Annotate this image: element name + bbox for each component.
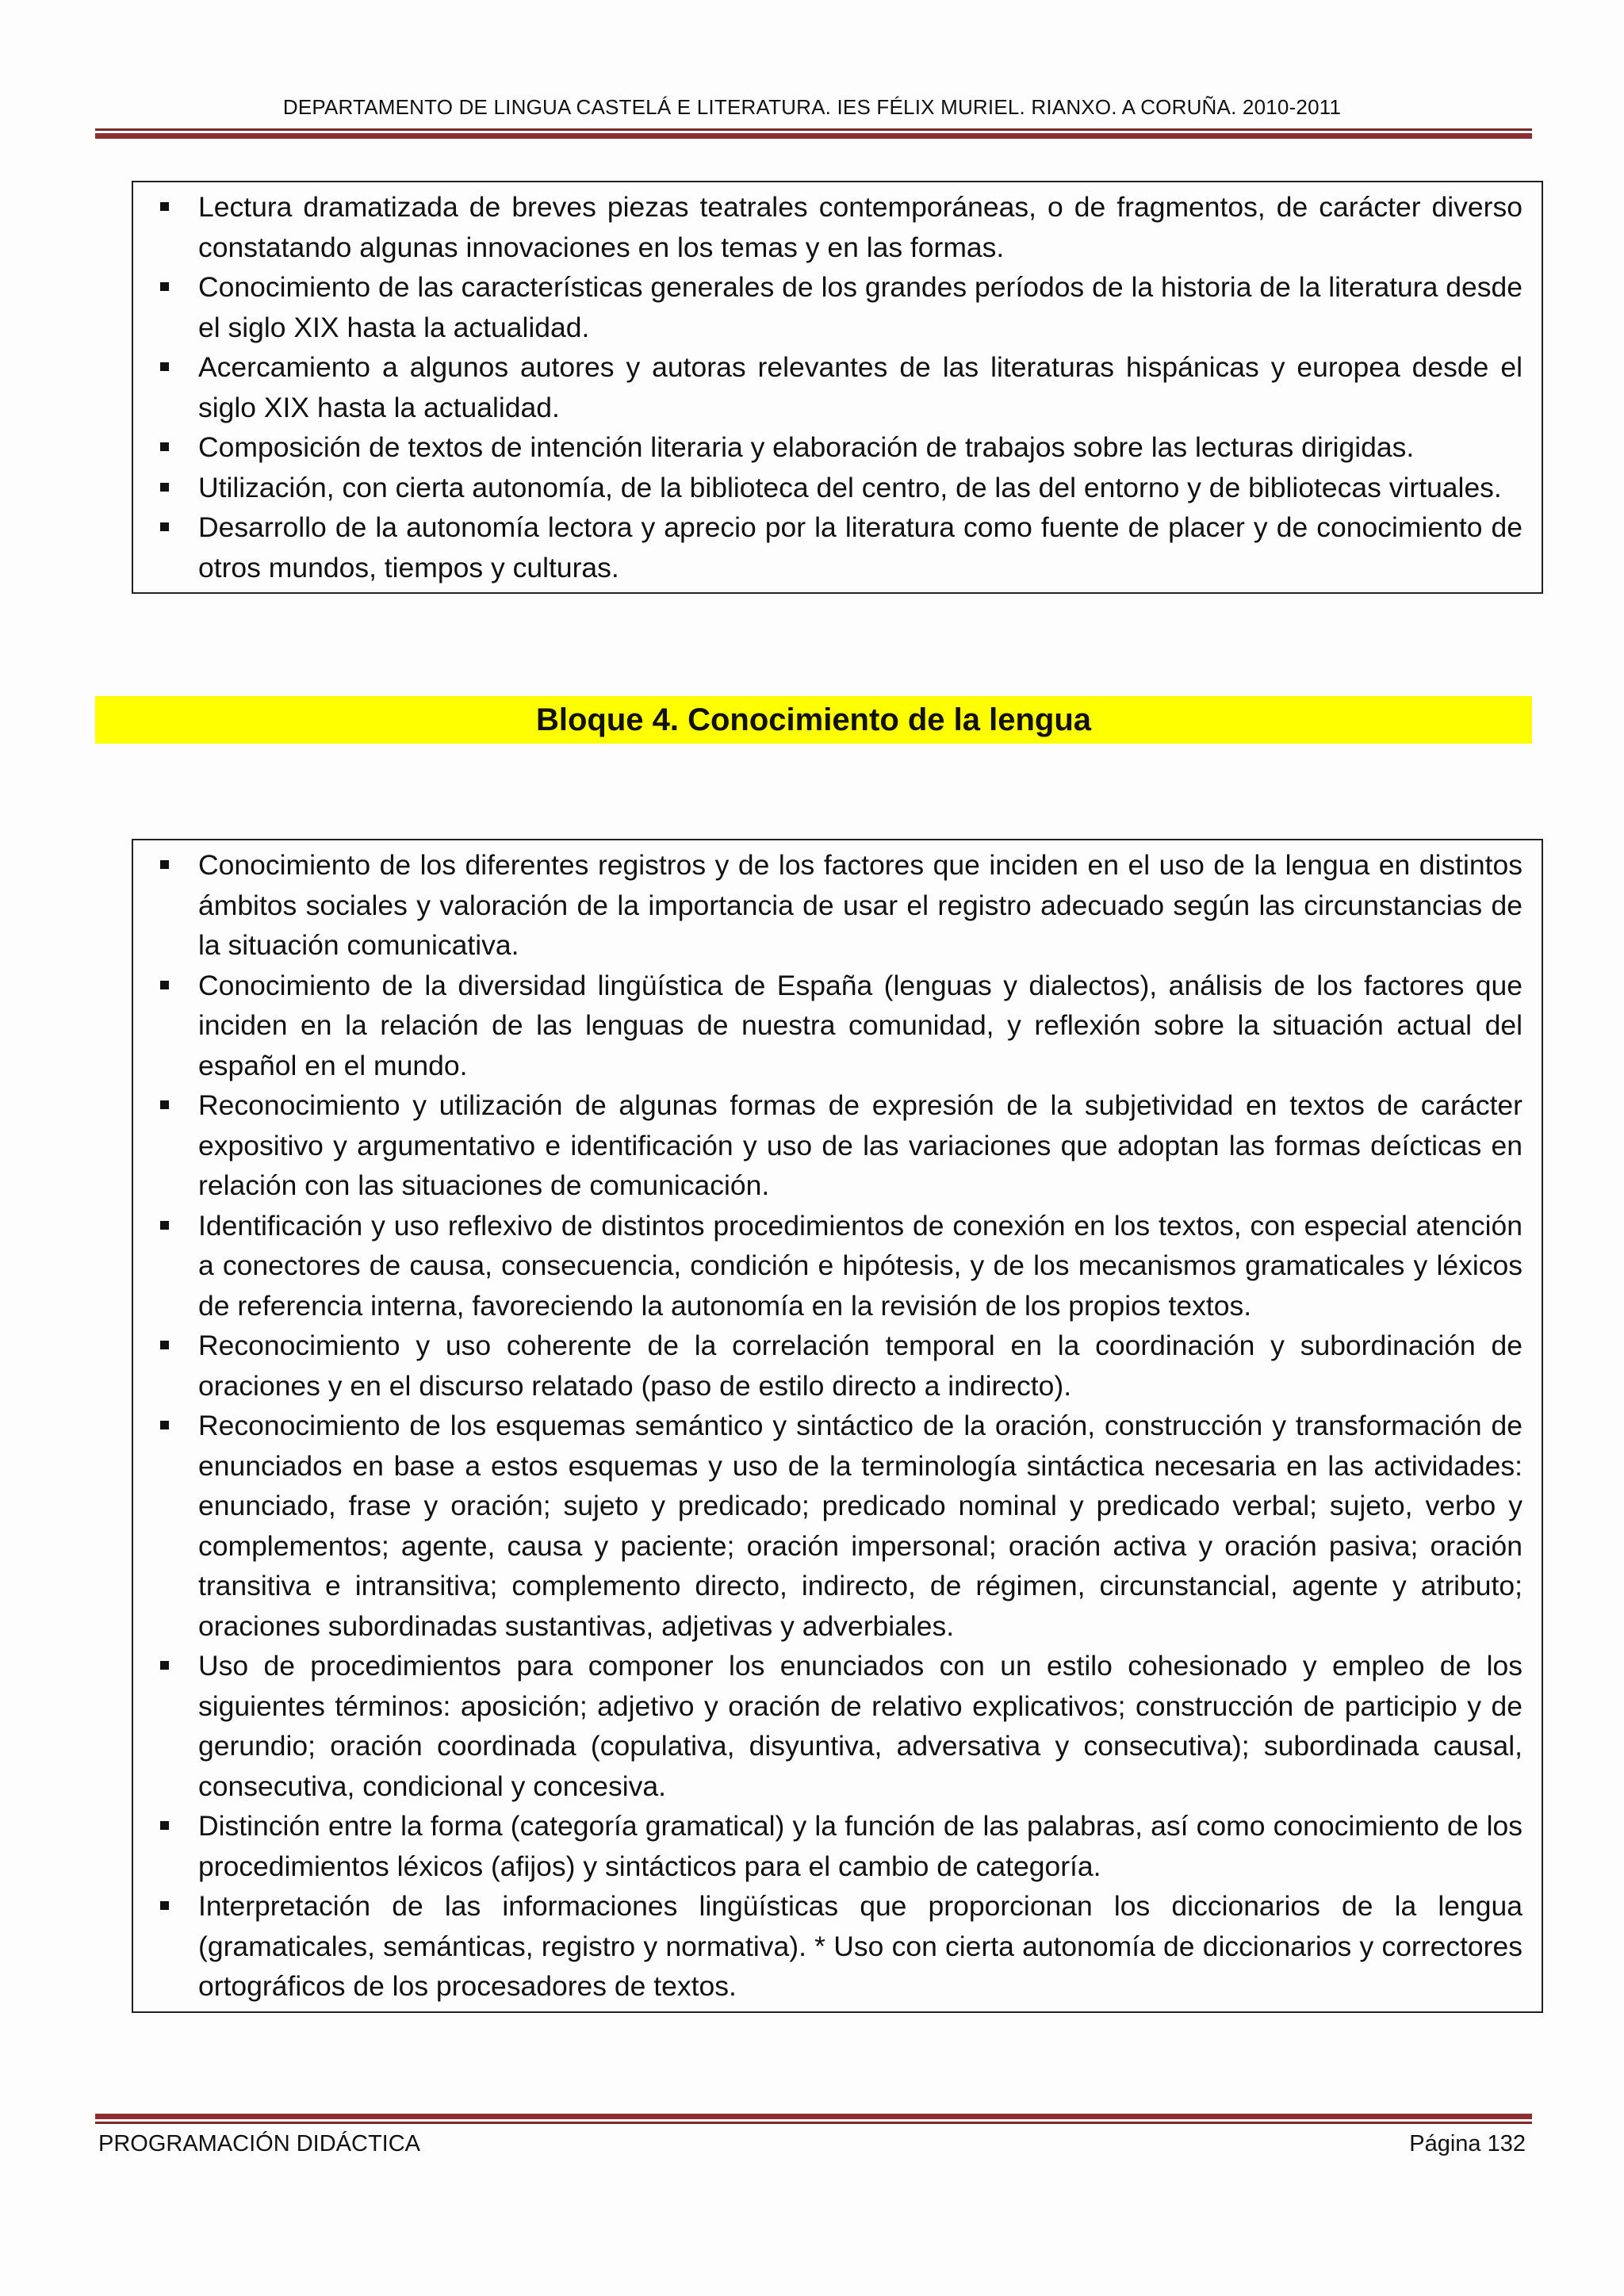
list-item: Reconocimiento y utilización de algunas formas de expresión de la subjetividad en textos de carácter expositivo y argumentativo e identificación y uso de las variaciones que adoptan las formas deícticas en relación con las situaciones de comunicación.: [149, 1085, 1522, 1206]
block-4-heading: Bloque 4. Conocimiento de la lengua: [95, 696, 1532, 744]
square-bullet-icon: [160, 202, 169, 211]
list-item: Uso de procedimientos para componer los enunciados con un estilo cohesionado y empleo de los siguientes términos: aposición; adjetivo y oración de relativo explicativos; construcción de participio y de gerundio; oración coordinada (copulativa, disyuntiva, adversativa y consecutiva); subordinada causal, consecutiva, condicional y concesiva.: [149, 1646, 1522, 1806]
square-bullet-icon: [160, 860, 169, 869]
list-item: Composición de textos de intención literaria y elaboración de trabajos sobre las lecturas dirigidas.: [149, 427, 1522, 468]
list-item: Distinción entre la forma (categoría gramatical) y la función de las palabras, así como conocimiento de los procedimientos léxicos (afijos) y sintácticos para el cambio de categoría.: [149, 1806, 1522, 1886]
header-divider: [95, 128, 1532, 139]
list-item: Reconocimiento y uso coherente de la correlación temporal en la coordinación y subordinación de oraciones y en el discurso relatado (paso de estilo directo a indirecto).: [149, 1326, 1522, 1406]
square-bullet-icon: [160, 483, 169, 492]
footer-page-number: Página 132: [1409, 2131, 1526, 2156]
square-bullet-icon: [160, 1341, 169, 1349]
footer-document-title: PROGRAMACIÓN DIDÁCTICA: [98, 2131, 421, 2156]
square-bullet-icon: [160, 1901, 169, 1910]
list-item: Conocimiento de los diferentes registros y de los factores que inciden en el uso de la lengua en distintos ámbitos sociales y valoración de la importancia de usar el registro adecuado según las circunstancias de la situación comunicativa.: [149, 845, 1522, 966]
square-bullet-icon: [160, 1821, 169, 1830]
list-item: Reconocimiento de los esquemas semántico y sintáctico de la oración, construcción y transformación de enunciados en base a estos esquemas y uso de la terminología sintáctica necesaria en las actividades: enunciado, frase y oración; sujeto y predicado; predicado nominal y predicado verbal; sujeto, verbo y complementos; agente, causa y paciente; oración impersonal; oración activa y oración pasiva; oración transitiva e intransitiva; complemento directo, indirecto, de régimen, circunstancial, agente y atributo; oraciones subordinadas sustantivas, adjetivas y adverbiales.: [149, 1406, 1522, 1646]
list-item: Lectura dramatizada de breves piezas teatrales contemporáneas, o de fragmentos, de carácter diverso constatando algunas innovaciones en los temas y en las formas.: [149, 187, 1522, 267]
page-header-title: DEPARTAMENTO DE LINGUA CASTELÁ E LITERATURA. IES FÉLIX MURIEL. RIANXO. A CORUÑA. 2010-2011: [282, 95, 1342, 119]
square-bullet-icon: [160, 1661, 169, 1670]
square-bullet-icon: [160, 362, 169, 371]
square-bullet-icon: [160, 522, 169, 531]
square-bullet-icon: [160, 282, 169, 291]
list-item: Conocimiento de las características generales de los grandes períodos de la historia de la literatura desde el siglo XIX hasta la actualidad.: [149, 267, 1522, 347]
square-bullet-icon: [160, 1100, 169, 1109]
list-item: Acercamiento a algunos autores y autoras relevantes de las literaturas hispánicas y europea desde el siglo XIX hasta la actualidad.: [149, 347, 1522, 427]
literature-content-list: [149, 187, 1522, 587]
literature-content-box: [132, 181, 1543, 594]
list-item: Conocimiento de la diversidad lingüística de España (lenguas y dialectos), análisis de los factores que inciden en la relación de las lenguas de nuestra comunidad, y reflexión sobre la situación actual del español en el mundo.: [149, 966, 1522, 1086]
square-bullet-icon: [160, 1421, 169, 1429]
language-content-list: [149, 845, 1522, 2007]
list-item: Identificación y uso reflexivo de distintos procedimientos de conexión en los textos, con especial atención a conectores de causa, consecuencia, condición e hipótesis, y de los mecanismos gramaticales y léxicos de referencia interna, favoreciendo la autonomía en la revisión de los propios textos.: [149, 1206, 1522, 1326]
square-bullet-icon: [160, 1221, 169, 1230]
footer-divider: [95, 2114, 1532, 2124]
square-bullet-icon: [160, 981, 169, 989]
list-item: Desarrollo de la autonomía lectora y aprecio por la literatura como fuente de placer y de conocimiento de otros mundos, tiempos y culturas.: [149, 507, 1522, 587]
square-bullet-icon: [160, 442, 169, 451]
list-item: Utilización, con cierta autonomía, de la biblioteca del centro, de las del entorno y de bibliotecas virtuales.: [149, 468, 1522, 508]
language-content-box: [132, 839, 1543, 2013]
list-item: Interpretación de las informaciones lingüísticas que proporcionan los diccionarios de la lengua (gramaticales, semánticas, registro y normativa). * Uso con cierta autonomía de diccionarios y correctores ortográficos de los procesadores de textos.: [149, 1886, 1522, 2007]
